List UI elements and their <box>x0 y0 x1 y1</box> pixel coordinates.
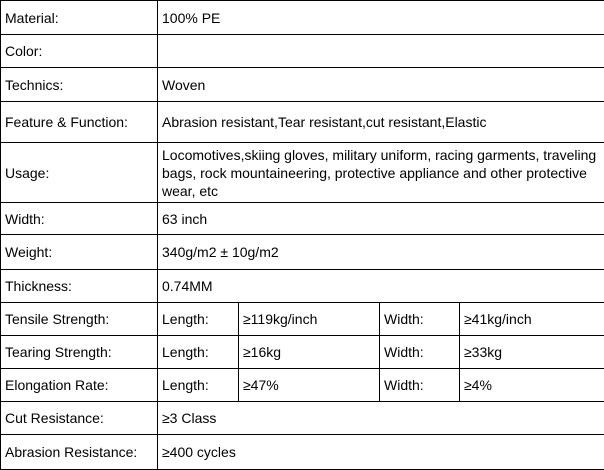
row-value: ≥400 cycles <box>158 435 604 470</box>
row-value: 100% PE <box>158 1 604 35</box>
row-label: Material: <box>1 1 158 35</box>
row-label: Usage: <box>1 143 158 203</box>
table-row-cut-resistance <box>1 402 604 435</box>
table-row-tearing <box>1 336 604 369</box>
table-row-feature <box>1 102 604 143</box>
width-label: Width: <box>380 303 460 336</box>
row-label: Technics: <box>1 68 158 102</box>
width-value: ≥41kg/inch <box>460 303 604 336</box>
row-label: Weight: <box>1 235 158 270</box>
width-label: Width: <box>380 369 460 402</box>
length-label: Length: <box>158 336 239 369</box>
row-label: Abrasion Resistance: <box>1 435 158 470</box>
row-value: Locomotives,skiing gloves, military uniform, racing garments, traveling bags, rock mountaineering, protective appliance and other protective wear, etc <box>158 143 604 203</box>
row-value: 340g/m2 ± 10g/m2 <box>158 235 604 270</box>
table-row-width <box>1 203 604 235</box>
length-value: ≥16kg <box>239 336 380 369</box>
table-row-usage <box>1 143 604 203</box>
row-label: Thickness: <box>1 270 158 303</box>
row-label: Cut Resistance: <box>1 402 158 435</box>
table-row-elongation <box>1 369 604 402</box>
table-row-weight <box>1 235 604 270</box>
row-value: 63 inch <box>158 203 604 235</box>
row-label: Feature & Function: <box>1 102 158 143</box>
row-label: Elongation Rate: <box>1 369 158 402</box>
table-row-tensile <box>1 303 604 336</box>
table-row-abrasion <box>1 435 604 470</box>
row-value: 0.74MM <box>158 270 604 303</box>
row-label: Width: <box>1 203 158 235</box>
table-row-thickness <box>1 270 604 303</box>
row-value: ≥3 Class <box>158 402 604 435</box>
length-value: ≥119kg/inch <box>239 303 380 336</box>
width-value: ≥4% <box>460 369 604 402</box>
width-label: Width: <box>380 336 460 369</box>
length-label: Length: <box>158 303 239 336</box>
table-row-color <box>1 35 604 68</box>
length-value: ≥47% <box>239 369 380 402</box>
row-label: Tensile Strength: <box>1 303 158 336</box>
length-label: Length: <box>158 369 239 402</box>
row-value: Abrasion resistant,Tear resistant,cut resistant,Elastic <box>158 102 604 143</box>
row-label: Color: <box>1 35 158 68</box>
row-label: Tearing Strength: <box>1 336 158 369</box>
width-value: ≥33kg <box>460 336 604 369</box>
table-row-material <box>1 1 604 35</box>
row-value <box>158 35 604 68</box>
table-row-technics <box>1 68 604 102</box>
row-value: Woven <box>158 68 604 102</box>
